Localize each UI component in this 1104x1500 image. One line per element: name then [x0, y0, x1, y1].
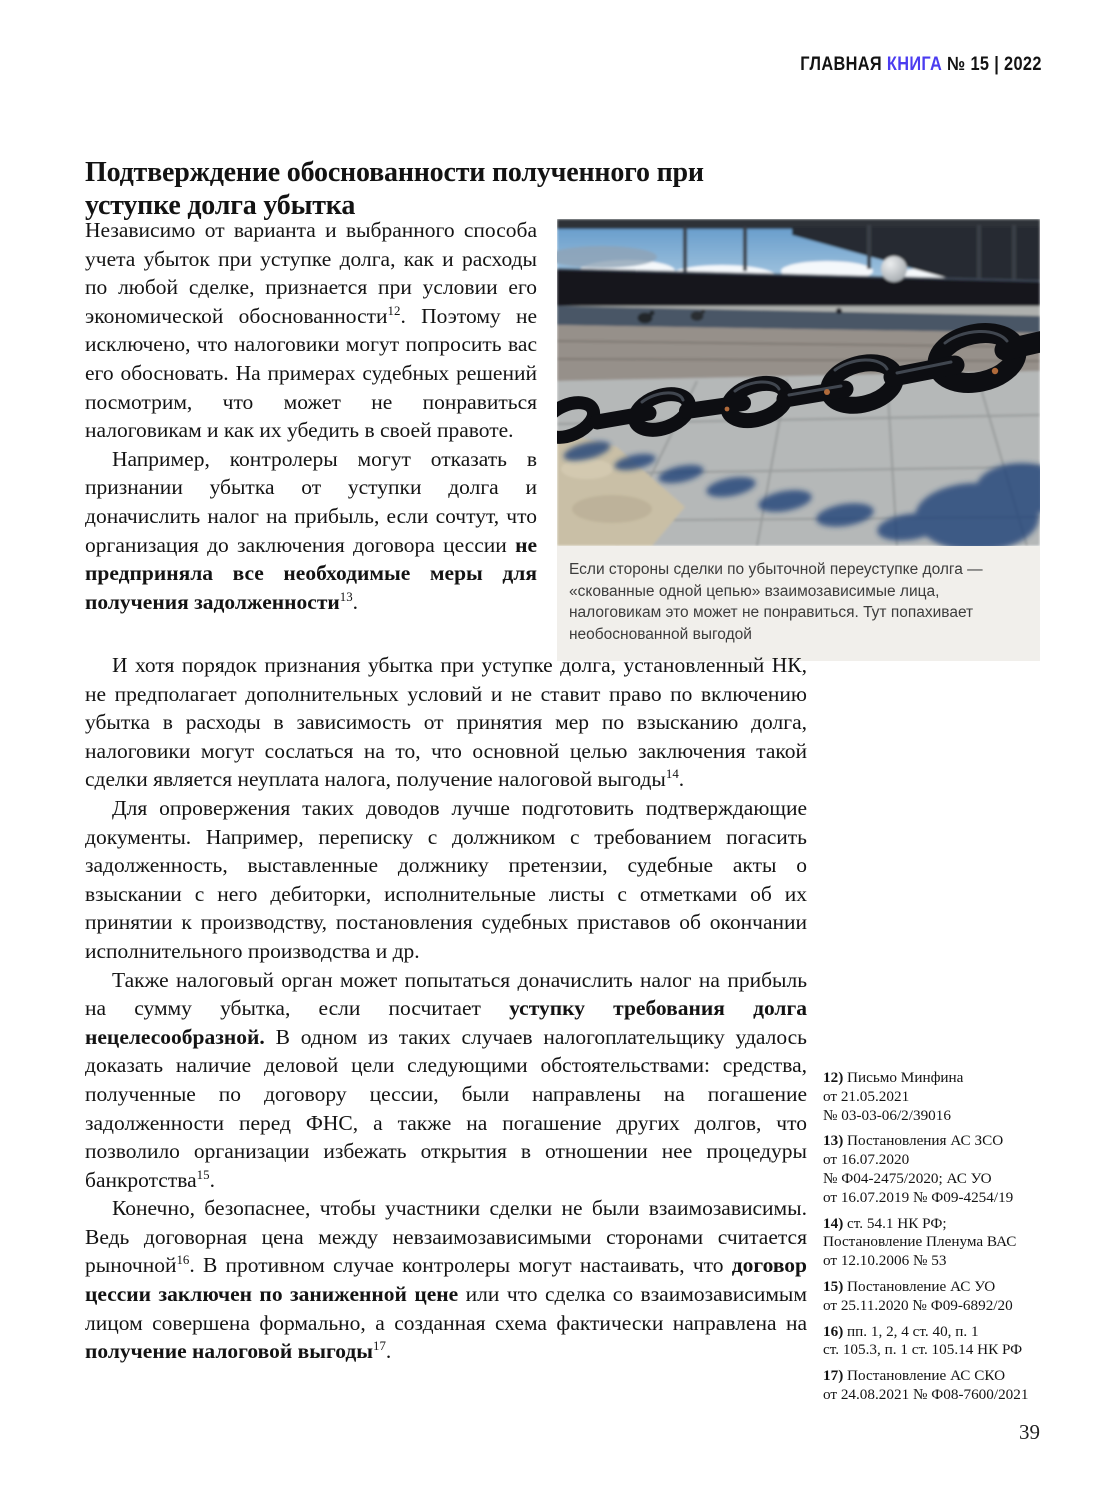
footnote-item	[823, 1132, 1049, 1207]
footnote-text: пп. 1, 2, 4 ст. 40, п. 1 ст. 105.3, п. 1 ст. 105.14 НК РФ	[823, 1322, 1023, 1359]
paragraph: Также налоговый орган может попытаться доначислить налог на прибыль на сумму убытка, если посчитает уступку требования долга нецелесообразной. В одном из таких случаев налогоплательщику удалось доказать наличие деловой цели следующими обстоятельствами: средства, полученные по договору цессии, были направлены на погашение задолженности перед ФНС, а также на погашение других долгов, что позволило организации избежать открытия в отношении нее процедуры банкротства$^{15}$.	[85, 967, 807, 1192]
page-number: 39	[1019, 1420, 1040, 1444]
footnote-item	[823, 1323, 1049, 1361]
footnote-text: ст. 54.1 НК РФ; Постановление Пленума ВАС от 12.10.2006 № 53	[823, 1214, 1017, 1270]
paragraph: Например, контролеры могут отказать в признании убытка от уступки долга и доначислить налог на прибыль, если сочтут, что организация до заключения договора цессии не предприняла все необходимые меры для получения задолженности$^{13}$.	[85, 446, 537, 614]
left-column	[85, 216, 537, 616]
footnote-number: 16)	[823, 1322, 844, 1340]
magazine-name-accent: КНИГА	[887, 54, 943, 75]
chain-photo	[557, 219, 1040, 546]
photo-caption: Если стороны сделки по убыточной переуступке долга — «скованные одной цепью» взаимозависимые лица, налоговикам это может не понравиться. Тут попахивает необоснованной выгодой	[557, 546, 1040, 661]
paragraph: И хотя порядок признания убытка при уступке долга, установленный НК, не предполагает дополнительных условий и не ставит право по включению убытка в расходы в зависимость от принятия мер по взысканию долга, налоговики могут сослаться на то, что основной целью заключения такой сделки является неуплата налога, получение налоговой выгоды$^{14}$.	[85, 653, 807, 792]
footnote-item	[823, 1367, 1049, 1405]
paragraph: Независимо от варианта и выбранного способа учета убыток при уступке долга, как и расходы по любой сделке, признается при условии его экономической обоснованности$^{12}$. Поэтому не исключено, что налоговики могут попросить вас его обосновать. На примерах судебных решений посмотрим, что может не понравиться налоговикам и как их убедить в своей правоте.	[85, 218, 537, 443]
footnote-item	[823, 1069, 1049, 1125]
magazine-name: ГЛАВНАЯ	[800, 54, 883, 75]
footnote-number: 13)	[823, 1132, 844, 1150]
full-width-column	[85, 651, 807, 1366]
paragraph: Для опровержения таких доводов лучше подготовить подтверждающие документы. Например, переписку с должником с требованием погасить задолженность, выставленные должнику претензии, судебные акты о взыскании с него дебиторки, исполнительные листы с отметками об их принятии к производству, постановления судебных приставов об окончании исполнительного производства и др.	[85, 795, 807, 963]
footnote-number: 14)	[823, 1214, 844, 1232]
footnotes-list	[823, 1069, 1049, 1412]
footnote-item	[823, 1215, 1049, 1271]
footnote-number: 15)	[823, 1277, 844, 1295]
paragraph: Конечно, безопаснее, чтобы участники сделки не были взаимозависимы. Ведь договорная цена между невзаимозависимыми сторонами считается рыночной$^{16}$. В противном случае контролеры могут настаивать, что договор цессии заключен по заниженной цене или что сделка со взаимозависимым лицом совершена формально, а созданная схема фактически направлена на получение налоговой выгоды$^{17}$.	[85, 1196, 807, 1364]
stone-sphere	[881, 256, 907, 282]
footnote-text: Письмо Минфина от 21.05.2021 № 03-03-06/2/39016	[823, 1069, 964, 1124]
magazine-header	[801, 54, 1042, 76]
article-title: Подтверждение обоснованности полученного при уступке долга убытка	[85, 156, 704, 221]
issue-number: № 15 | 2022	[947, 54, 1042, 75]
footnote-text: Постановление АС СКО от 24.08.2021 № Ф08-7600/2021	[823, 1367, 1029, 1403]
footnote-item	[823, 1278, 1049, 1316]
footnote-text: Постановления АС ЗСО от 16.07.2020 № Ф04-2475/2020; АС УО от 16.07.2019 № Ф09-4254/19	[823, 1132, 1014, 1206]
footnote-text: Постановление АС УО от 25.11.2020 № Ф09-6892/20	[823, 1277, 1013, 1314]
photo-block	[557, 219, 1040, 661]
footnote-number: 12)	[823, 1069, 844, 1086]
footnote-number: 17)	[823, 1367, 844, 1385]
